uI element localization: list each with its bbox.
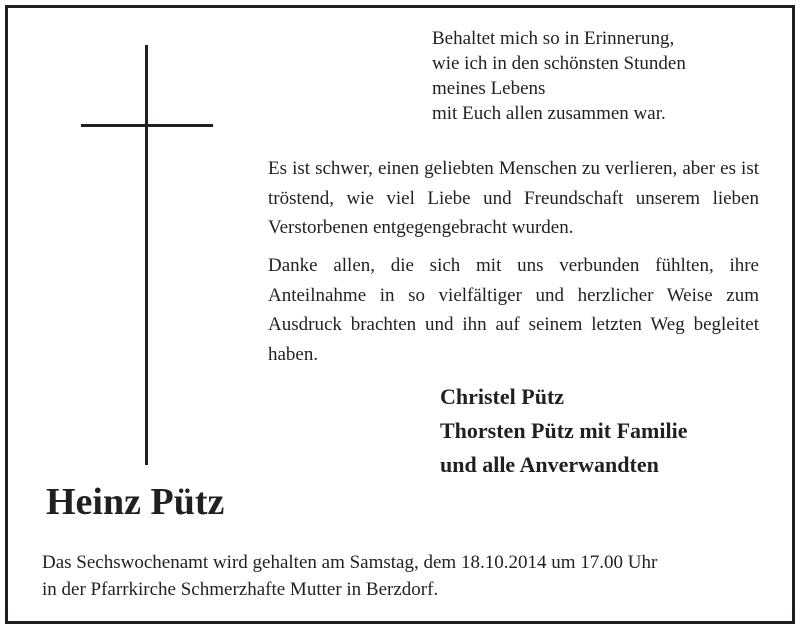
signer-line: und alle Anverwandten <box>440 452 659 477</box>
service-announcement <box>42 549 762 603</box>
deceased-name: Heinz Pütz <box>46 481 225 523</box>
service-line: Das Sechswochenamt wird gehalten am Samstag, dem 18.10.2014 um 17.00 Uhr <box>42 552 658 573</box>
gratitude-paragraph-1: Es ist schwer, einen geliebten Menschen zu verlieren, aber es ist tröstend, wie viel Liebe und Freundschaft unserem lieben Verstorbenen entgegengebracht wurden. <box>268 158 759 238</box>
cross-horizontal-bar <box>81 124 213 127</box>
signers-block <box>440 380 687 482</box>
signer-line: Thorsten Pütz mit Familie <box>440 418 688 443</box>
motto-verse <box>432 26 772 126</box>
motto-line: Behaltet mich so in Erinnerung, <box>432 28 675 49</box>
motto-line: wie ich in den schönsten Stunden <box>432 53 686 74</box>
gratitude-paragraph-2: Danke allen, die sich mit uns verbunden fühlten, ihre Anteilnahme in so vielfältiger und herzlicher Weise zum Ausdruck brachten und ihn auf seinem letzten Weg begleitet haben. <box>268 255 759 365</box>
motto-line: meines Lebens <box>432 78 546 99</box>
signer-line: Christel Pütz <box>440 384 565 409</box>
service-line: in der Pfarrkirche Schmerzhafte Mutter in Berzdorf. <box>42 579 439 600</box>
motto-line: mit Euch allen zusammen war. <box>432 103 666 124</box>
cross-vertical-bar <box>145 45 148 465</box>
